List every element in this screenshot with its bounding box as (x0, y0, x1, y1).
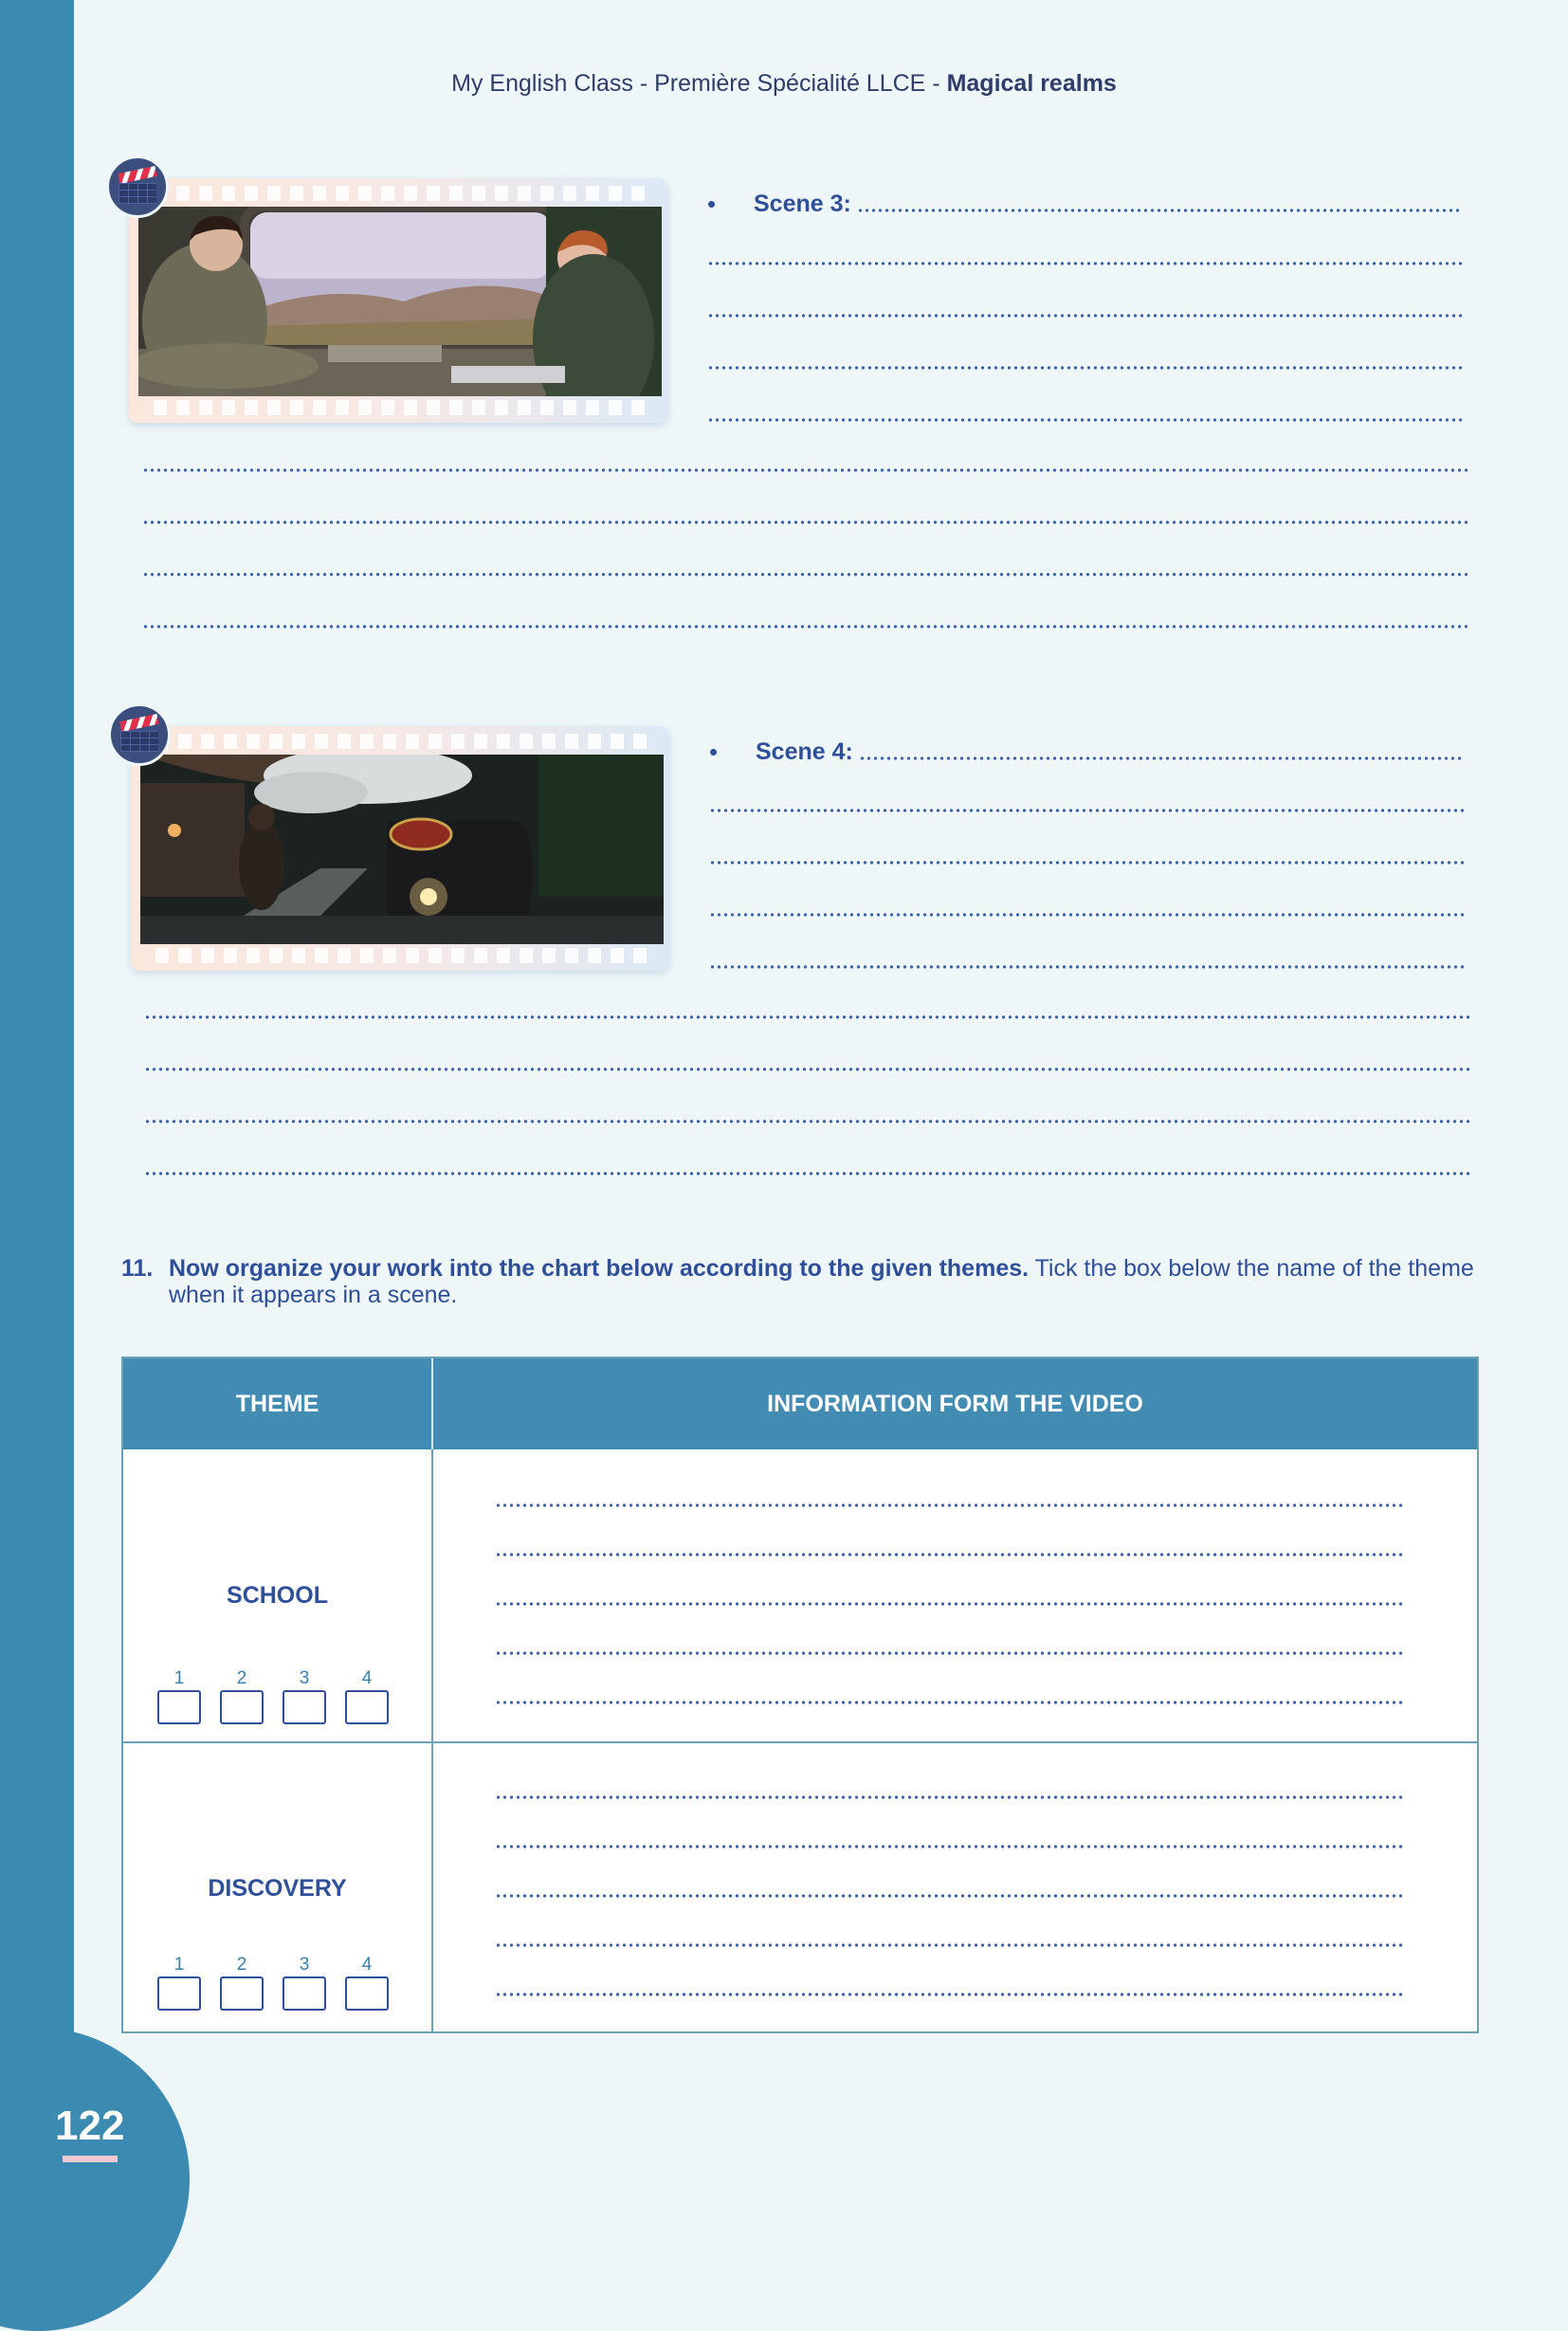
school-scene-3-checkbox[interactable] (283, 1690, 326, 1724)
school-answer-line[interactable] (495, 1553, 1405, 1557)
tick-number: 3 (299, 1668, 310, 1688)
discovery-answer-line[interactable] (495, 1795, 1405, 1799)
scene-3-film-frame (129, 178, 667, 423)
school-scene-2-checkbox[interactable] (220, 1690, 264, 1724)
clapperboard-icon (106, 155, 169, 218)
scene-3-bullet: • (707, 190, 717, 218)
tick-number: 2 (236, 1955, 247, 1975)
scene-4-answer-line[interactable] (859, 756, 1462, 760)
tick-number: 1 (173, 1668, 185, 1688)
school-answer-line[interactable] (495, 1701, 1405, 1704)
discovery-answer-line[interactable] (495, 1943, 1405, 1947)
tick-number: 2 (236, 1668, 247, 1688)
school-scene-1-checkbox[interactable] (157, 1690, 201, 1724)
scene-3-label: Scene 3: (754, 191, 851, 217)
film-perforations (155, 948, 654, 963)
scene-4-answer-line[interactable] (709, 861, 1466, 865)
scene-3-answer-line[interactable] (857, 209, 1460, 212)
page-number: 122 (55, 2103, 125, 2149)
scene-4-answer-line[interactable] (144, 1120, 1471, 1123)
discovery-answer-line[interactable] (495, 1993, 1405, 1996)
header-title: Magical realms (946, 70, 1117, 97)
film-perforations (155, 734, 654, 749)
theme-chart (121, 1357, 1479, 2033)
question-number: 11. (121, 1255, 154, 1282)
scene-4-answer-line[interactable] (144, 1067, 1471, 1071)
film-perforations (154, 400, 652, 415)
header-divider (431, 1358, 433, 1449)
scene-3-answer-line[interactable] (142, 468, 1469, 472)
scene-4-film-frame (131, 726, 669, 971)
chart-header-row (123, 1358, 1477, 1449)
scene-4-answer-line[interactable] (709, 913, 1466, 917)
school-answer-line[interactable] (495, 1503, 1405, 1507)
tick-number: 4 (361, 1668, 373, 1688)
header-prefix: My English Class - Première Spécialité LLCE - (451, 70, 947, 97)
scene-4-image (140, 755, 664, 944)
page-corner-decoration (0, 2028, 190, 2331)
question-11 (121, 1255, 1505, 1308)
discovery-answer-line[interactable] (495, 1894, 1405, 1898)
school-answer-line[interactable] (495, 1651, 1405, 1655)
scene-3-answer-line[interactable] (707, 262, 1464, 265)
scene-3-answer-line[interactable] (142, 520, 1469, 524)
discovery-scene-3-checkbox[interactable] (283, 1976, 326, 2011)
theme-school: SCHOOL (227, 1582, 328, 1609)
school-answer-line[interactable] (495, 1602, 1405, 1606)
header-theme: THEME (235, 1391, 319, 1417)
tick-number: 4 (361, 1955, 373, 1975)
header-information: INFORMATION FORM THE VIDEO (767, 1391, 1143, 1417)
school-scene-4-checkbox[interactable] (345, 1690, 389, 1724)
tick-number: 1 (173, 1955, 185, 1975)
page-header (0, 70, 1568, 98)
clapperboard-icon (108, 703, 171, 766)
scene-3-answer-line[interactable] (142, 625, 1469, 628)
scene-4-answer-line[interactable] (709, 965, 1466, 969)
scene-4-label: Scene 4: (756, 738, 853, 765)
scene-4-bullet: • (709, 738, 719, 766)
scene-4-answer-line[interactable] (144, 1015, 1471, 1019)
column-divider (431, 1358, 433, 2031)
scene-4-answer-line[interactable] (144, 1172, 1471, 1175)
scene-3-answer-line[interactable] (707, 366, 1464, 370)
tick-number: 3 (299, 1955, 310, 1975)
scene-4-answer-line[interactable] (709, 809, 1466, 812)
question-detail: Tick the box below the name of the theme when it appears in a scene. (169, 1255, 1474, 1308)
scene-3-answer-line[interactable] (142, 573, 1469, 576)
scene-3-answer-line[interactable] (707, 418, 1464, 422)
scene-3-image (138, 207, 662, 396)
left-sidebar-band (0, 0, 74, 2217)
question-instruction: Now organize your work into the chart below according to the given themes. (169, 1255, 1030, 1282)
discovery-answer-line[interactable] (495, 1845, 1405, 1848)
film-perforations (154, 186, 652, 201)
discovery-scene-2-checkbox[interactable] (220, 1976, 264, 2011)
row-divider (123, 1741, 1477, 1743)
discovery-scene-1-checkbox[interactable] (157, 1976, 201, 2011)
page-number-underline (63, 2156, 118, 2162)
theme-discovery: DISCOVERY (208, 1875, 347, 1902)
scene-3-answer-line[interactable] (707, 314, 1464, 318)
discovery-scene-4-checkbox[interactable] (345, 1976, 389, 2011)
